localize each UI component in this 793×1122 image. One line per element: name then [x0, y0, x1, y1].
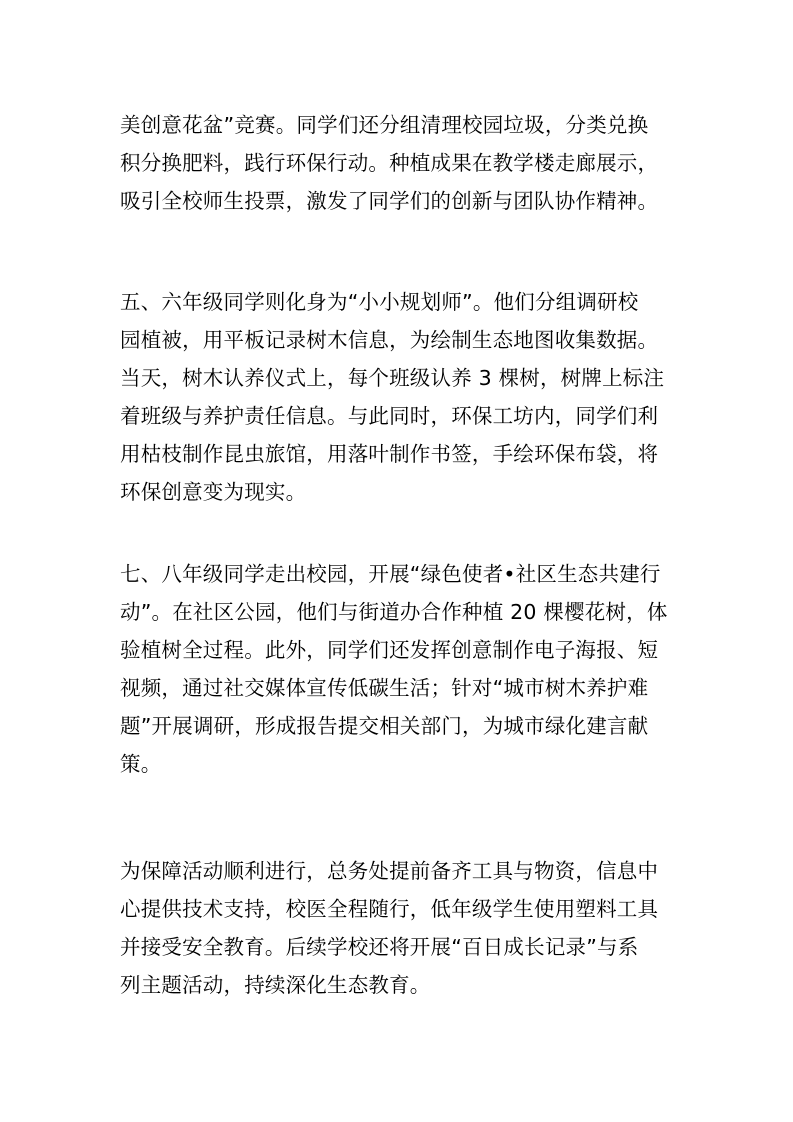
text-line: 用枯枝制作昆虫旅馆，用落叶制作书签，手绘环保布袋，将 [120, 442, 659, 466]
text-line: 当天，树木认养仪式上，每个班级认养 3 棵树，树牌上标注 [120, 366, 665, 390]
text-line: 美创意花盆”竞赛。同学们还分组清理校园垃圾，分类兑换 [120, 113, 649, 137]
text-line: 积分换肥料，践行环保行动。种植成果在教学楼走廊展示， [120, 151, 659, 175]
text-line: 并接受安全教育。后续学校还将开展“百日成长记录”与系 [120, 935, 639, 959]
text-line: 策。 [120, 752, 162, 776]
text-line: 题”开展调研，形成报告提交相关部门，为城市绿化建言献 [120, 714, 649, 738]
text-line: 心提供技术支持，校医全程随行，低年级学生使用塑料工具 [120, 897, 659, 921]
paragraph-creative-flowerpot [120, 106, 680, 220]
text-line: 七、八年级同学走出校园，开展“绿色使者•社区生态共建行 [120, 562, 661, 586]
text-line: 验植树全过程。此外，同学们还发挥创意制作电子海报、短 [120, 638, 659, 662]
text-line: 视频，通过社交媒体宣传低碳生活；针对“城市树木养护难 [120, 676, 649, 700]
text-line: 列主题活动，持续深化生态教育。 [120, 973, 431, 997]
text-line: 五、六年级同学则化身为“小小规划师”。他们分组调研校 [120, 290, 639, 314]
paragraph-logistics [120, 852, 680, 1004]
text-line: 着班级与养护责任信息。与此同时，环保工坊内，同学们利 [120, 404, 659, 428]
text-line: 动”。在社区公园，他们与街道办合作种植 20 棵樱花树，体 [120, 600, 668, 624]
paragraph-grade-5-6 [120, 283, 680, 511]
paragraph-grade-7-8 [120, 555, 680, 783]
text-line: 环保创意变为现实。 [120, 480, 307, 504]
text-line: 为保障活动顺利进行，总务处提前备齐工具与物资，信息中 [120, 859, 659, 883]
text-line: 园植被，用平板记录树木信息，为绘制生态地图收集数据。 [120, 328, 659, 352]
text-line: 吸引全校师生投票，激发了同学们的创新与团队协作精神。 [120, 189, 659, 213]
